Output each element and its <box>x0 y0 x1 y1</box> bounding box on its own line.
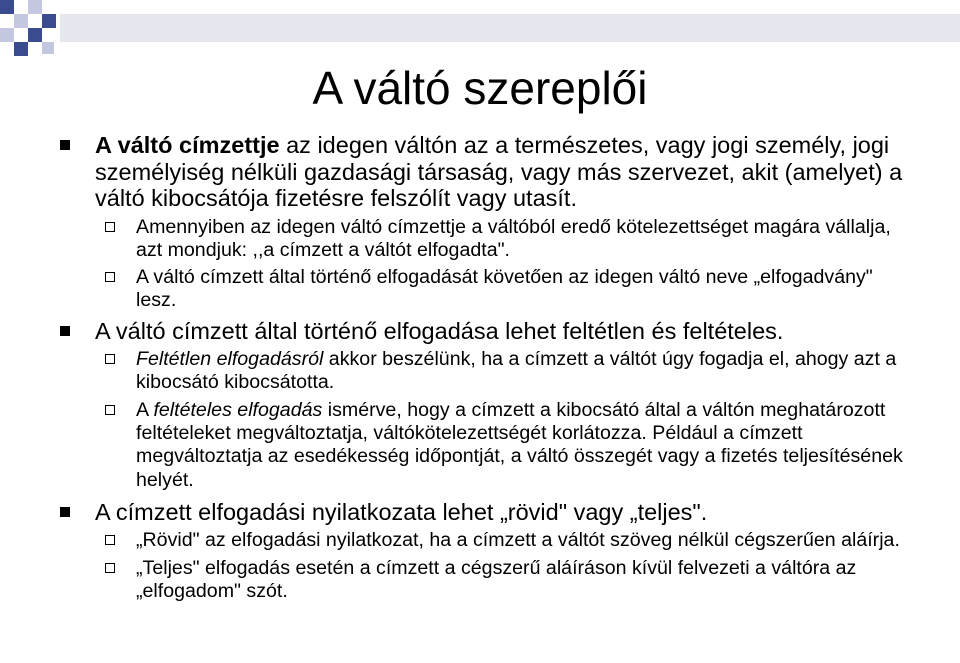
sub-bullet-text: akkor beszélünk, ha a címzett a váltót úgy fogadja el, ahogy azt a kibocsátó kibocsátotta. <box>136 348 897 394</box>
header-strip <box>60 14 960 42</box>
sub-bullet-item <box>136 266 916 313</box>
slide-content <box>0 132 960 603</box>
sub-bullet-prefix: A <box>136 398 154 421</box>
deco-square <box>42 42 54 54</box>
bullet-item <box>95 132 925 212</box>
deco-square <box>0 0 14 14</box>
sub-bullet-text: ismérve, hogy a címzett a kibocsátó által a váltón meghatározott feltételeket megváltoztatja, váltókötelezettségét korlátozza. Például a címzett megváltoztatja az esedékesség időpontját, a váltó összegét vagy a fizetés teljesítésének helyét. <box>136 398 903 491</box>
deco-square <box>42 14 56 28</box>
sub-bullet-text: Amennyiben az idegen váltó címzettje a váltóból eredő kötelezettséget magára vállalja, azt mondjuk: ,,a címzett a váltót elfogadta". <box>136 215 891 261</box>
square-bullet-icon <box>60 507 70 517</box>
bullet-text: A váltó címzett által történő elfogadása lehet feltétlen és feltételes. <box>95 317 784 344</box>
bold-term: A váltó címzettje <box>95 132 280 158</box>
hollow-square-bullet-icon <box>105 272 115 282</box>
sub-bullet-text: „Teljes" elfogadás esetén a címzett a cégszerű aláíráson kívül felvezeti a váltóra az „elfogadom" szót. <box>136 556 857 603</box>
sub-bullet-item <box>136 216 916 263</box>
deco-square <box>28 0 42 14</box>
sub-bullet-text: A váltó címzett által történő elfogadását követően az idegen váltó neve „elfogadvány" lesz. <box>136 266 873 312</box>
hollow-square-bullet-icon <box>105 354 115 364</box>
bullet-text: A címzett elfogadási nyilatkozata lehet „rövid" vagy „teljes". <box>95 498 708 525</box>
hollow-square-bullet-icon <box>105 405 115 415</box>
sub-bullet-item <box>136 399 916 492</box>
deco-square <box>14 42 28 56</box>
corner-decoration <box>0 0 960 60</box>
sub-bullet-text: „Rövid" az elfogadási nyilatkozat, ha a címzett a váltót szöveg nélkül cégszerűen aláírja. <box>136 529 900 552</box>
hollow-square-bullet-icon <box>105 563 115 573</box>
bullet-item <box>95 499 925 526</box>
sub-bullet-item <box>136 529 916 552</box>
hollow-square-bullet-icon <box>105 535 115 545</box>
square-bullet-icon <box>60 326 70 336</box>
deco-square <box>28 28 42 42</box>
bullet-text: az idegen váltón az a természetes, vagy jogi személy, jogi személyiség nélküli gazdasági társaság, vagy más szervezet, akit (amelyet) a váltó kibocsátója fizetésre felszólít vagy utasít. <box>95 132 903 211</box>
deco-square <box>0 28 14 42</box>
slide-title: A váltó szereplői <box>312 62 648 114</box>
sub-bullet-item <box>136 557 916 604</box>
square-bullet-icon <box>60 140 70 150</box>
italic-term: feltételes elfogadás <box>153 398 323 421</box>
hollow-square-bullet-icon <box>105 222 115 232</box>
deco-square <box>14 14 28 28</box>
bullet-item <box>95 318 925 345</box>
sub-bullet-item <box>136 348 916 395</box>
italic-term: Feltétlen elfogadásról <box>136 348 324 371</box>
